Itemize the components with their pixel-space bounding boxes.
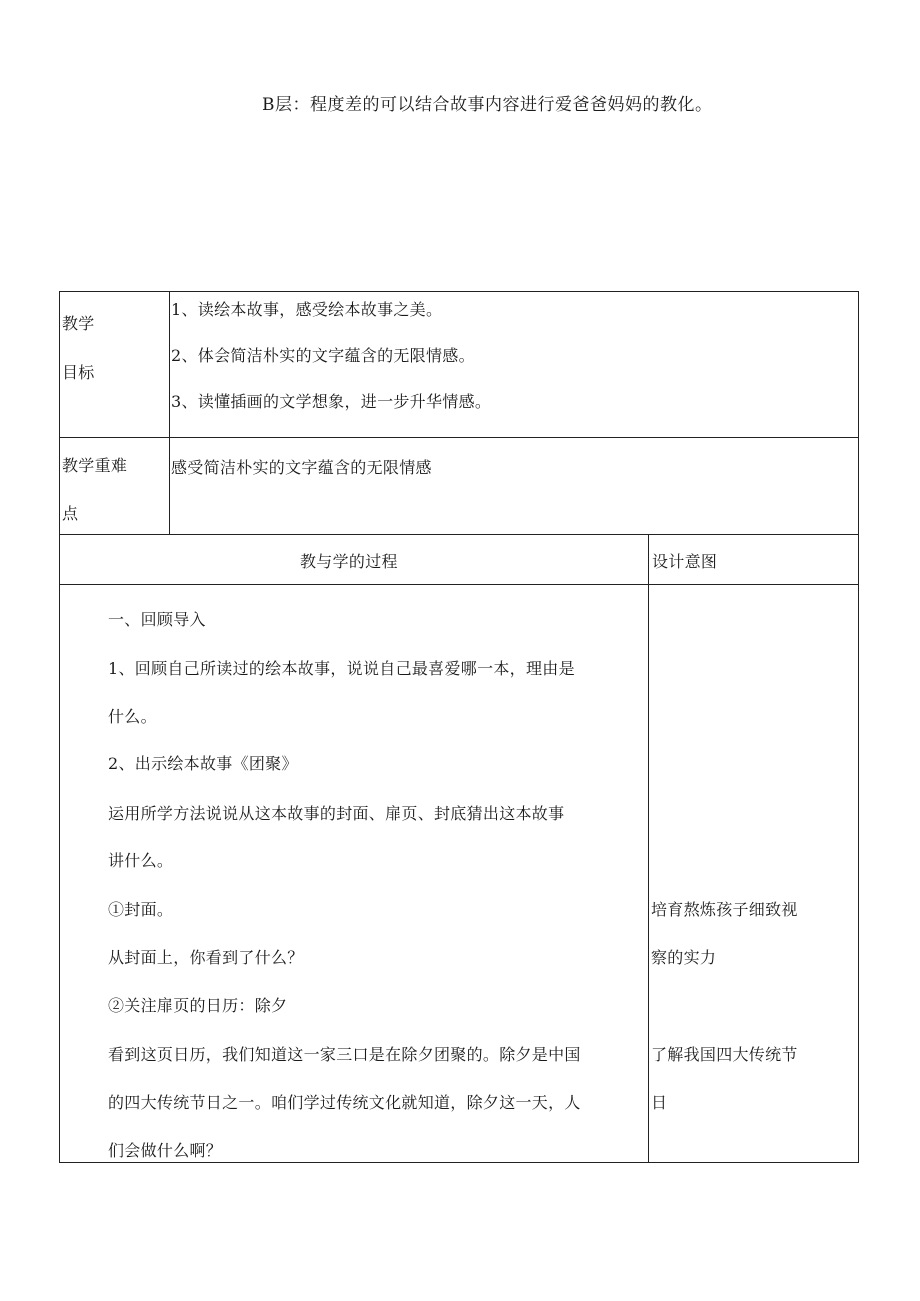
table-border-bottom bbox=[59, 1162, 859, 1163]
intro-text: B层：程度差的可以结合故事内容进行爱爸爸妈妈的教化。 bbox=[262, 95, 713, 115]
table-divider-header bbox=[59, 584, 859, 585]
process-line-4: 2、出示绘本故事《团聚》 bbox=[108, 754, 298, 773]
process-line-2: 1、回顾自己所读过的绘本故事，说说自己最喜爱哪一本，理由是 bbox=[108, 659, 575, 678]
intent-line-2: 察的实力 bbox=[651, 948, 717, 967]
goal-item-1: 1、读绘本故事，感受绘本故事之美。 bbox=[171, 300, 443, 319]
goal-item-2: 2、体会简洁朴实的文字蕴含的无限情感。 bbox=[171, 346, 475, 365]
keypoints-label-line1: 教学重难 bbox=[62, 456, 128, 475]
table-border-left bbox=[59, 291, 60, 1163]
process-line-8: 从封面上，你看到了什么？ bbox=[108, 948, 304, 967]
label-column-divider bbox=[169, 291, 170, 534]
process-line-11: 的四大传统节日之一。咱们学过传统文化就知道，除夕这一天，人 bbox=[108, 1093, 581, 1112]
process-line-7: ①封面。 bbox=[108, 900, 174, 919]
process-header-right: 设计意图 bbox=[652, 552, 718, 571]
keypoints-label-line2: 点 bbox=[62, 504, 79, 523]
process-line-9: ②关注扉页的日历：除夕 bbox=[108, 996, 288, 1015]
intent-line-4: 日 bbox=[651, 1093, 668, 1112]
process-header-left: 教与学的过程 bbox=[300, 552, 398, 571]
goal-item-3: 3、读懂插画的文学想象，进一步升华情感。 bbox=[171, 392, 492, 411]
goals-label-line1: 教学 bbox=[62, 314, 95, 333]
process-line-12: 们会做什么啊？ bbox=[108, 1141, 223, 1160]
process-line-5: 运用所学方法说说从这本故事的封面、扉页、封底猜出这本故事 bbox=[108, 804, 565, 823]
table-border-top bbox=[59, 291, 859, 292]
table-divider-keypoints bbox=[59, 534, 859, 535]
process-line-6: 讲什么。 bbox=[108, 851, 174, 870]
goals-label-line2: 目标 bbox=[62, 363, 95, 382]
process-line-1: 一、回顾导入 bbox=[108, 610, 206, 629]
process-line-3: 什么。 bbox=[108, 707, 157, 726]
table-border-right bbox=[858, 291, 859, 1163]
table-divider-goals bbox=[59, 437, 859, 438]
process-line-10: 看到这页日历，我们知道这一家三口是在除夕团聚的。除夕是中国 bbox=[108, 1045, 581, 1064]
keypoints-content: 感受简洁朴实的文字蕴含的无限情感 bbox=[171, 458, 432, 477]
lesson-table bbox=[59, 291, 859, 1163]
intent-line-3: 了解我国四大传统节 bbox=[651, 1045, 798, 1064]
intent-column-divider bbox=[648, 534, 649, 1163]
intent-line-1: 培育熬炼孩子细致视 bbox=[651, 900, 798, 919]
